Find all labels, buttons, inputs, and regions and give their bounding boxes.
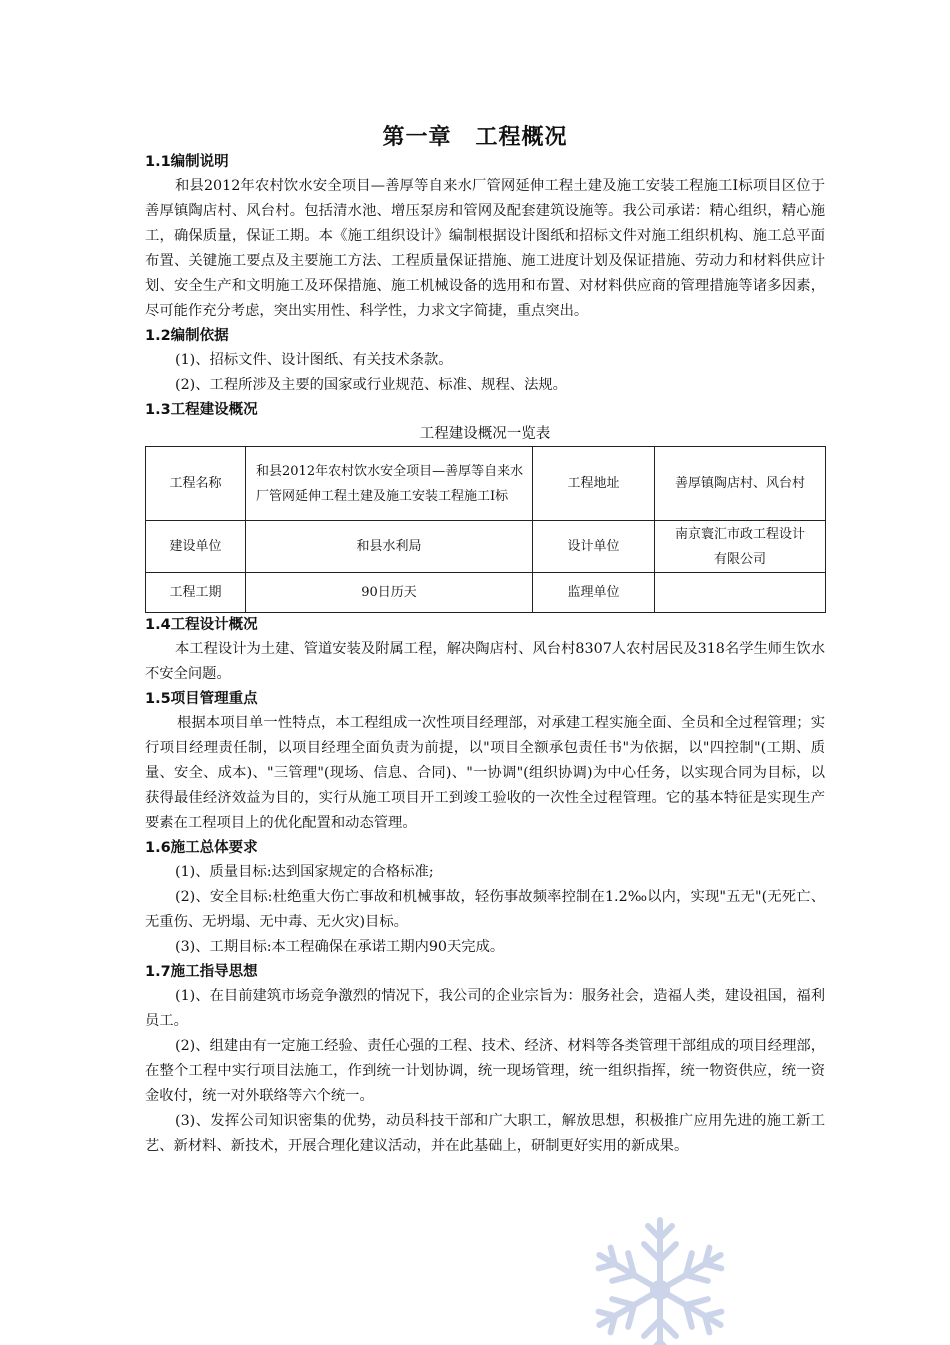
table-cell: 工程地址 xyxy=(533,447,655,521)
section-heading-1-4: 1.4工程设计概况 xyxy=(145,617,258,633)
list-item-1-7-3: (3)、发挥公司知识密集的优势，动员科技干部和广大职工，解放思想，积极推广应用先进的施工新工艺、新材料、新技术，开展合理化建议活动，并在此基础上，研制更好实用的新成果。 xyxy=(145,1113,825,1154)
table-cell: 和县水利局 xyxy=(246,521,533,573)
section-heading-1-7: 1.7施工指导思想 xyxy=(145,964,258,980)
table-cell: 建设单位 xyxy=(146,521,246,573)
section-heading-1-2: 1.2编制依据 xyxy=(145,328,229,344)
section-heading-1-5: 1.5项目管理重点 xyxy=(145,691,258,707)
paragraph-1-1: 和县2012年农村饮水安全项目—善厚等自来水厂管网延伸工程土建及施工安装工程施工Ⅰ标项目区位于善厚镇陶店村、风台村。包括清水池、增压泵房和管网及配套建筑设施等。我公司承诺：精心组织，精心施工，确保质量，保证工期。本《施工组织设计》编制根据设计图纸和招标文件对施工组织机构、施工总平面布置、关键施工要点及主要施工方法、工程质量保证措施、施工进度计划及保证措施、劳动力和材料供应计划、安全生产和文明施工及环保措施、施工机械设备的选用和布置、对材料供应商的管理措施等诸多因素，尽可能作充分考虑，突出实用性、科学性，力求文字简捷，重点突出。 xyxy=(145,178,825,319)
paragraph-1-4: 本工程设计为土建、管道安装及附属工程，解决陶店村、风台村8307人农村居民及318名学生师生饮水不安全问题。 xyxy=(145,641,825,682)
content-body xyxy=(145,150,825,1159)
table-cell: 南京寰汇市政工程设计有限公司 xyxy=(655,521,826,573)
project-overview-table xyxy=(145,446,826,613)
table-cell: 工程名称 xyxy=(146,447,246,521)
table-cell: 90日历天 xyxy=(246,573,533,613)
title-text: 工程概况 xyxy=(475,125,568,150)
section-heading-1-3: 1.3工程建设概况 xyxy=(145,402,258,418)
table-row xyxy=(146,573,826,613)
table-cell xyxy=(655,573,826,613)
paragraph-1-5: 根据本项目单一性特点，本工程组成一次性项目经理部，对承建工程实施全面、全员和全过程管理；实行项目经理责任制，以项目经理全面负责为前提，以"项目全额承包责任书"为依据，以"四控制"(工期、质量、安全、成本)、"三管理"(现场、信息、合同)、"一协调"(组织协调)为中心任务，以实现合同为目标，以获得最佳经济效益为目的，实行从施工项目开工到竣工验收的一次性全过程管理。它的基本特征是实现生产要素在工程项目上的优化配置和动态管理。 xyxy=(145,715,825,831)
list-item-1-6-2: (2)、安全目标:杜绝重大伤亡事故和机械事故，轻伤事故频率控制在1.2‰以内，实现"五无"(无死亡、无重伤、无坍塌、无中毒、无火灾)目标。 xyxy=(145,889,825,930)
table-cell: 工程工期 xyxy=(146,573,246,613)
list-item-1-7-2: (2)、组建由有一定施工经验、责任心强的工程、技术、经济、材料等各类管理干部组成的项目经理部，在整个工程中实行项目法施工，作到统一计划协调，统一现场管理，统一组织指挥，统一物资供应，统一资金收付，统一对外联络等六个统一。 xyxy=(145,1038,825,1104)
section-heading-1-1: 1.1编制说明 xyxy=(145,154,229,170)
title-chapter: 第一章 xyxy=(382,125,452,150)
list-item-1-2-2: (2)、工程所涉及主要的国家或行业规范、标准、规程、法规。 xyxy=(175,377,567,393)
section-heading-1-6: 1.6施工总体要求 xyxy=(145,840,258,856)
table-caption: 工程建设概况一览表 xyxy=(419,426,551,442)
page-title xyxy=(0,120,950,151)
list-item-1-2-1: (1)、招标文件、设计图纸、有关技术条款。 xyxy=(175,352,453,368)
list-item-1-6-3: (3)、工期目标:本工程确保在承诺工期内90天完成。 xyxy=(175,939,505,955)
table-row xyxy=(146,521,826,573)
table-cell: 设计单位 xyxy=(533,521,655,573)
list-item-1-6-1: (1)、质量目标:达到国家规定的合格标准; xyxy=(175,864,434,880)
table-cell: 监理单位 xyxy=(533,573,655,613)
list-item-1-7-1: (1)、在目前建筑市场竞争激烈的情况下，我公司的企业宗旨为：服务社会，造福人类，建设祖国，福利员工。 xyxy=(145,988,825,1029)
table-cell: 和县2012年农村饮水安全项目—善厚等自来水厂管网延伸工程土建及施工安装工程施工Ⅰ标 xyxy=(246,447,533,521)
snowflake-watermark-icon xyxy=(560,1195,760,1345)
table-cell: 善厚镇陶店村、风台村 xyxy=(655,447,826,521)
table-row xyxy=(146,447,826,521)
